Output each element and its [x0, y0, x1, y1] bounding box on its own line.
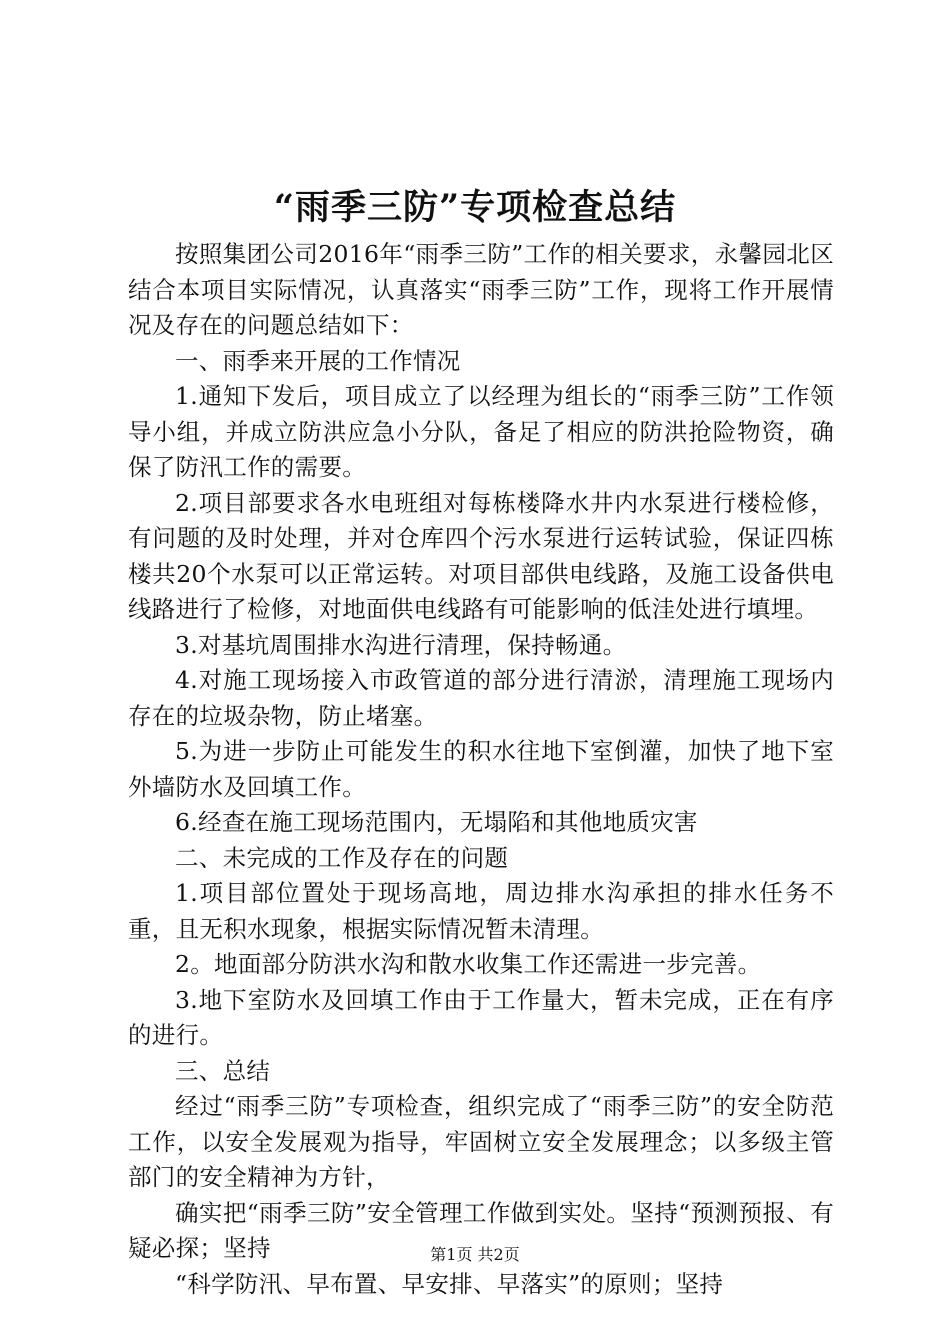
section-heading-2: 二、未完成的工作及存在的问题 — [175, 843, 509, 872]
section-2-item-3: 3.地下室防水及回填工作由于工作量大，暂未完成，正在有序的进行。 — [128, 985, 834, 1049]
section-1-item-6: 6.经查在施工现场范围内，无塌陷和其他地质灾害 — [175, 808, 698, 836]
summary-paragraph-1: 经过“雨季三防”专项检查，组织完成了“雨季三防”的安全防范工作，以安全发展观为指导，牢固树立安全发展理念；以多级主管部门的安全精神为方针， — [128, 1092, 834, 1191]
document-body — [128, 237, 834, 1302]
document-title: “雨季三防”专项检查总结 — [273, 187, 677, 228]
section-1-item-1: 1.通知下发后，项目成立了以经理为组长的“雨季三防”工作领导小组，并成立防洪应急小分队，备足了相应的防洪抢险物资，确保了防汛工作的需要。 — [128, 382, 834, 481]
section-2-item-2: 2。地面部分防洪水沟和散水收集工作还需进一步完善。 — [175, 950, 762, 978]
summary-paragraph-3: “科学防汛、早布置、早安排、早落实”的原则；坚持 — [175, 1269, 724, 1298]
section-heading-1: 一、雨季来开展的工作情况 — [175, 346, 461, 375]
section-1-item-4: 4.对施工现场接入市政管道的部分进行清淤，清理施工现场内存在的垃圾杂物，防止堵塞。 — [128, 666, 834, 730]
section-heading-3: 三、总结 — [175, 1056, 271, 1085]
section-1-item-2: 2.项目部要求各水电班组对每栋楼降水井内水泵进行楼检修，有问题的及时处理，并对仓库四个污水泵进行运转试验，保证四栋楼共20个水泵可以正常运转。对项目部供电线路，及施工设备供电线路进行了检修，对地面供电线路有可能影响的低洼处进行填埋。 — [128, 488, 834, 623]
section-2-item-1: 1.项目部位置处于现场高地，周边排水沟承担的排水任务不重，且无积水现象，根据实际情况暂未清理。 — [128, 879, 834, 943]
intro-paragraph: 按照集团公司2016年“雨季三防”工作的相关要求，永馨园北区结合本项目实际情况，认真落实“雨季三防”工作，现将工作开展情况及存在的问题总结如下： — [128, 240, 834, 339]
summary-paragraph-2: 确实把“雨季三防”安全管理工作做到实处。坚持“预测预报、有疑必探；坚持 — [128, 1198, 834, 1262]
page-footer: 第1页 共2页 — [430, 1245, 520, 1264]
section-1-item-3: 3.对基坑周围排水沟进行清理，保持畅通。 — [175, 630, 627, 659]
section-1-item-5: 5.为进一步防止可能发生的积水往地下室倒灌，加快了地下室外墙防水及回填工作。 — [128, 737, 834, 801]
